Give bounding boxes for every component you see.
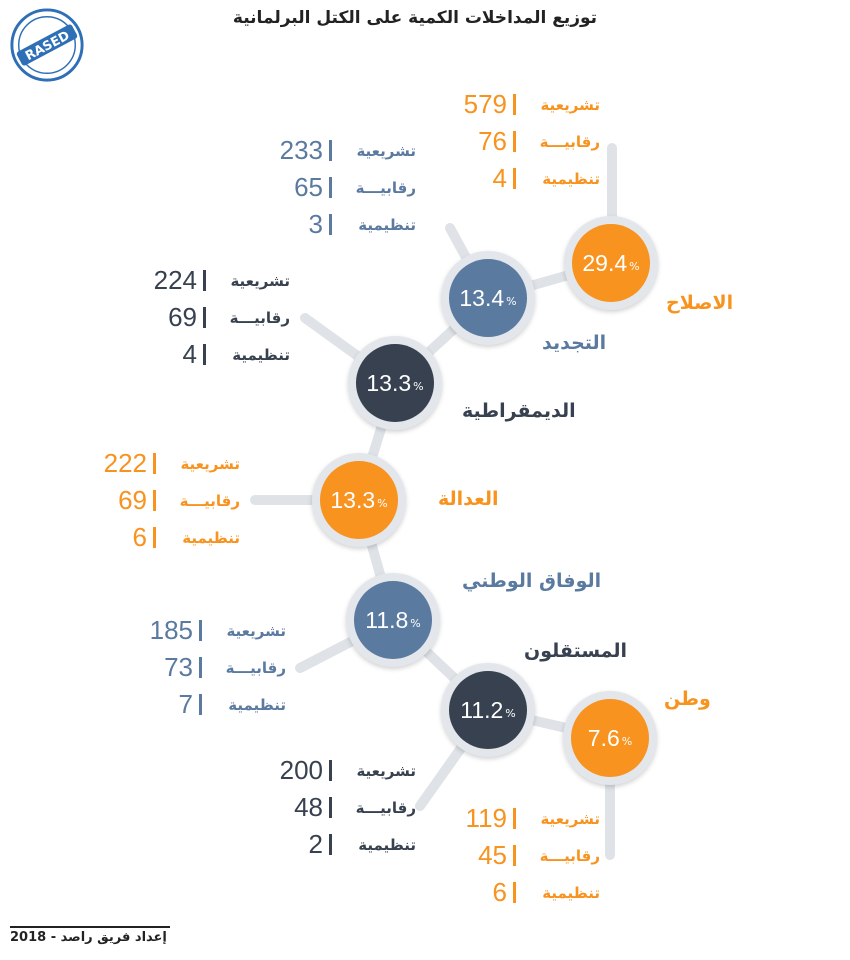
legislative-label: تشريعية [226,621,286,640]
bloc-stats-adala [40,445,240,556]
bloc-circle-adala [312,453,406,547]
legislative-value: 222 [103,448,147,478]
page-title: توزيع المداخلات الكمية على الكتل البرلمانية [232,8,598,28]
legislative-label: تشريعية [230,271,290,290]
oversight-value: 76 [478,126,507,156]
bloc-percent: 29.4 [582,249,628,276]
bloc-stats-wifaq [86,612,286,723]
oversight-label: رقابيـــة [179,491,240,510]
bloc-percent: 13.3 [330,486,376,513]
bloc-name-adala: العدالة [438,488,499,510]
bloc-percent: 7.6 [587,724,620,751]
oversight-label: رقابيـــة [225,658,286,677]
regulatory-value: 7 [178,689,193,719]
oversight-label: رقابيـــة [539,132,600,151]
oversight-value: 48 [294,792,323,822]
regulatory-label: تنظيمية [228,695,286,714]
legislative-label: تشريعية [356,141,416,160]
legislative-value: 579 [463,89,507,119]
percent-sign: % [377,496,388,510]
percent-sign: % [506,294,517,308]
legislative-label: تشريعية [540,809,600,828]
percent-sign: % [413,379,424,393]
regulatory-value: 4 [182,339,197,369]
bloc-circle-independents [441,663,535,757]
regulatory-value: 6 [492,877,507,907]
bloc-circle-islah [564,216,658,310]
logo-text: RASED [22,27,72,64]
regulatory-label: تنظيمية [358,835,416,854]
bloc-circle-wifaq [346,573,440,667]
regulatory-label: تنظيمية [542,883,600,902]
percent-sign: % [629,259,640,273]
bloc-stats-watan [400,800,600,911]
legislative-value: 233 [279,135,323,165]
legislative-label: تشريعية [180,454,240,473]
oversight-value: 69 [118,485,147,515]
bloc-circle-democratic [348,336,442,430]
regulatory-label: تنظيمية [542,169,600,188]
oversight-label: رقابيـــة [355,178,416,197]
legislative-value: 119 [465,803,507,833]
bloc-circle-watan [563,691,657,785]
percent-sign: % [621,734,633,748]
regulatory-value: 3 [308,209,323,239]
regulatory-label: تنظيمية [358,215,416,234]
bloc-stats-democratic [90,262,290,373]
oversight-value: 65 [294,172,323,202]
oversight-label: رقابيـــة [539,846,600,865]
bloc-name-tajdeed: التجديد [542,332,607,354]
bloc-stats-islah [400,86,600,197]
legislative-value: 224 [153,265,197,295]
bloc-percent: 11.8 [365,606,409,633]
bloc-name-wifaq: الوفاق الوطني [462,570,602,592]
bloc-name-watan: وطن [664,688,711,710]
percent-sign: % [505,706,516,720]
legislative-label: تشريعية [540,95,600,114]
bloc-circle-tajdeed [441,251,535,345]
bloc-name-democratic: الديمقراطية [462,400,576,422]
legislative-value: 185 [149,615,193,645]
oversight-value: 45 [478,840,507,870]
bloc-stats-tajdeed [216,132,416,243]
legislative-label: تشريعية [356,761,416,780]
oversight-value: 73 [164,652,193,682]
credit-footer: إعداد فريق راصد - 2018 [10,926,170,945]
oversight-label: رقابيـــة [229,308,290,327]
regulatory-value: 4 [492,163,507,193]
bloc-percent: 13.4 [459,284,505,311]
bloc-percent: 13.3 [366,369,412,396]
bloc-percent: 11.2 [460,696,504,723]
bloc-name-independents: المستقلون [524,640,628,662]
bloc-stats-independents [216,752,416,863]
regulatory-label: تنظيمية [232,345,290,364]
legislative-value: 200 [279,755,323,785]
regulatory-value: 2 [308,829,323,859]
percent-sign: % [410,616,421,630]
bloc-name-islah: الاصلاح [666,292,734,314]
oversight-label: رقابيـــة [355,798,416,817]
regulatory-label: تنظيمية [182,528,240,547]
oversight-value: 69 [168,302,197,332]
regulatory-value: 6 [132,522,147,552]
